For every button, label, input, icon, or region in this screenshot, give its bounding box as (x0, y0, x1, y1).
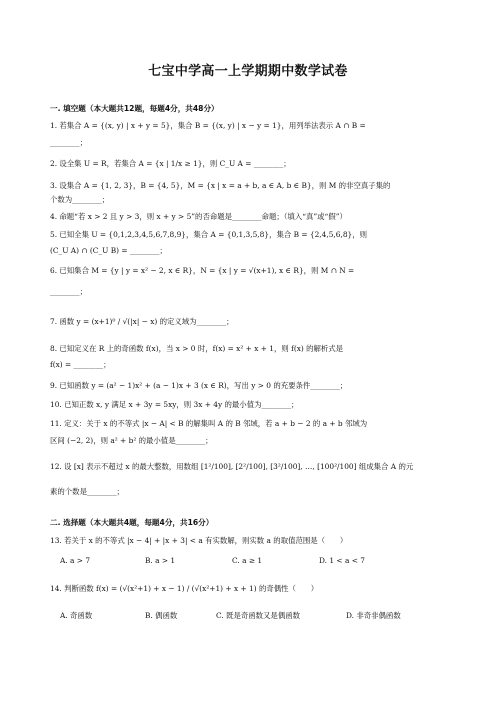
q14-option-d: D. 非奇非偶函数 (346, 611, 401, 620)
q13-option-b: B. a > 1 (145, 556, 176, 565)
question-8-cont: f(x) = ________； (50, 360, 111, 369)
question-6-blank: ________； (50, 287, 87, 296)
question-11-cont: 区间 (−2, 2)，则 a² + b² 的最小值是________； (50, 436, 213, 445)
question-14: 14. 判断函数 f(x) = (√(x²+1) + x − 1) / (√(x²+1) + x + 1) 的奇偶性（ ） (50, 584, 319, 593)
q13-option-d: D. 1 < a < 7 (319, 556, 365, 565)
section-fill-in: 一. 填空题（本大题共12题，每题4分，共48分） (50, 104, 219, 113)
question-3-cont: 个数为________； (50, 195, 110, 204)
q13-option-c: C. a ≥ 1 (232, 556, 263, 565)
question-8: 8. 已知定义在 R 上的奇函数 f(x)，当 x > 0 时，f(x) = x² + x + 1，则 f(x) 的解析式是 (50, 344, 344, 353)
question-5-cont: (C_U A) ∩ (C_U B) = ________； (50, 246, 167, 255)
question-9: 9. 已知函数 y = (a² − 1)x² + (a − 1)x + 3 (x ∈ R)，写出 y > 0 的充要条件________； (50, 381, 348, 390)
exam-title: 七宝中学高一上学期期中数学试卷 (148, 64, 348, 79)
question-13: 13. 若关于 x 的不等式 |x − 4| + |x + 3| < a 有实数解，则实数 a 的取值范围是（ ） (50, 536, 348, 545)
question-1-blank: ________； (50, 138, 87, 147)
q14-option-c: C. 既是奇函数又是偶函数 (216, 611, 300, 620)
question-10: 10. 已知正数 x, y 满足 x + 3y = 5xy，则 3x + 4y 的最小值为________； (50, 400, 299, 409)
q14-option-b: B. 偶函数 (145, 611, 178, 620)
q13-option-a: A. a > 7 (60, 556, 91, 565)
question-3: 3. 设集合 A = {1, 2, 3}，B = {4, 5}，M = {x | x = a + b, a ∈ A, b ∈ B}，则 M 的非空真子集的 (50, 181, 391, 190)
question-12-cont: 素的个数是________； (50, 487, 124, 496)
question-5: 5. 已知全集 U = {0,1,2,3,4,5,6,7,8,9}，集合 A = {0,1,3,5,8}，集合 B = {2,4,5,6,8}，则 (50, 230, 368, 239)
section-multiple-choice: 二. 选择题（本大题共4题，每题4分，共16分） (50, 518, 214, 527)
question-12: 12. 设 [x] 表示不超过 x 的最大整数，用数组 [1²/100], [2²/100], [3²/100], …, [100²/100] 组成集合 A 的元 (50, 462, 414, 471)
question-2: 2. 设全集 U = R，若集合 A = {x | 1/x ≥ 1}，则 C_U A = ________； (50, 159, 291, 168)
question-1: 1. 若集合 A = {(x, y) | x + y = 5}，集合 B = {(x, y) | x − y = 1}，用列举法表示 A ∩ B = (50, 121, 366, 130)
question-7: 7. 函数 y = (x+1)⁰ / √(|x| − x) 的定义域为________； (50, 317, 234, 326)
question-11: 11. 定义：关于 x 的不等式 |x − A| < B 的解集叫 A 的 B 邻域，若 a + b − 2 的 a + b 邻域为 (50, 419, 368, 428)
question-4: 4. 命题“若 x > 2 且 y > 3，则 x + y > 5”的否命题是________命题；（填入“真”或“假”） (50, 212, 347, 221)
q14-option-a: A. 奇函数 (60, 611, 93, 620)
question-6: 6. 已知集合 M = {y | y = x² − 2, x ∈ R}，N = {x | y = √(x+1), x ∈ R}，则 M ∩ N = (50, 266, 355, 275)
